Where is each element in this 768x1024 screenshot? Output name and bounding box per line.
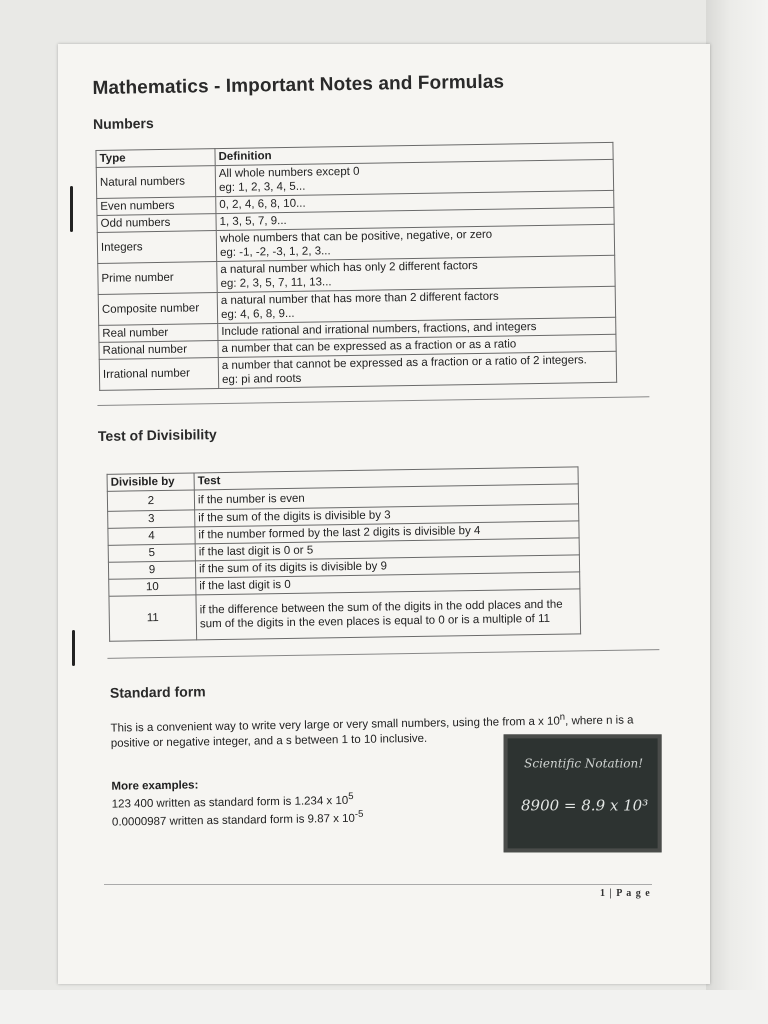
test-cell: if the sum of its digits is divisible by 9	[195, 555, 579, 578]
definition-line: eg: 2, 3, 5, 7, 11, 13...	[220, 276, 332, 291]
chalkboard-equation: 8900 = 8.9 x 10³	[520, 796, 649, 815]
definition-cell	[218, 351, 616, 388]
definition-line: eg: pi and roots	[221, 372, 302, 386]
margin-mark-bottom	[72, 630, 75, 666]
table-row	[109, 589, 581, 641]
divisibility-header-test: Test	[194, 467, 578, 490]
numbers-table	[95, 142, 617, 391]
type-cell: Real number	[99, 324, 218, 343]
divisibility-heading: Test of Divisibility	[97, 426, 217, 444]
type-cell: Prime number	[98, 262, 217, 295]
section-divider	[107, 649, 659, 659]
example-exponent: 5	[348, 790, 354, 802]
type-cell: Odd numbers	[97, 214, 216, 233]
numbers-header-definition: Definition	[215, 142, 613, 165]
page-number: 1 | P a g e	[600, 888, 651, 899]
test-cell: if the last digit is 0 or 5	[195, 538, 579, 561]
chalkboard-title: Scientific Notation!	[524, 756, 644, 771]
footer-divider	[104, 884, 652, 885]
definition-line: whole numbers that can be positive, negative, or zero	[219, 228, 493, 246]
example-text: 0.0000987 written as standard form is 9.87 x 10	[111, 812, 355, 829]
definition-line: eg: -1, -2, -3, 1, 2, 3...	[219, 245, 331, 260]
examples-block	[111, 756, 684, 830]
type-cell: Composite number	[98, 293, 217, 326]
divisor-cell: 10	[109, 578, 196, 596]
type-cell: Integers	[97, 231, 216, 264]
test-cell: if the number formed by the last 2 digits is divisible by 4	[195, 521, 579, 544]
definition-line: a number that can be expressed as a fraction or as a ratio	[221, 338, 517, 355]
test-cell: if the last digit is 0	[196, 572, 580, 595]
background-bottom	[0, 990, 768, 1024]
numbers-heading: Numbers	[92, 115, 154, 132]
page-title: Mathematics - Important Notes and Formulas	[92, 71, 505, 99]
definition-line: 0, 2, 4, 6, 8, 10...	[219, 197, 306, 212]
margin-mark-top	[70, 186, 73, 232]
type-cell: Even numbers	[97, 197, 216, 216]
type-cell: Irrational number	[99, 358, 218, 391]
numbers-header-type: Type	[96, 149, 215, 168]
divisor-cell: 9	[108, 561, 195, 579]
type-cell: Natural numbers	[96, 166, 215, 199]
definition-line: a number that cannot be expressed as a fraction or a ratio of 2 integers.	[221, 354, 587, 372]
divisibility-table	[107, 466, 582, 641]
definition-line: eg: 1, 2, 3, 4, 5...	[218, 180, 306, 195]
type-cell: Rational number	[99, 341, 218, 360]
definition-line: All whole numbers except 0	[218, 165, 360, 181]
intro-text: This is a convenient way to write very large or very small numbers, using the from a x 10	[110, 715, 560, 735]
divisor-cell: 2	[107, 490, 194, 511]
test-cell: if the difference between the sum of the digits in the odd places and the sum of the digits in the even places is equal to 0 or is a multiple of 11	[196, 589, 581, 640]
section-divider	[97, 396, 649, 406]
test-cell: if the number is even	[194, 484, 578, 510]
background-right	[706, 0, 768, 1024]
divisor-cell: 11	[109, 595, 197, 641]
scientific-notation-chalkboard-image	[504, 734, 662, 852]
definition-line: a natural number which has only 2 different factors	[220, 259, 478, 277]
definition-line: Include rational and irrational numbers, fractions, and integers	[221, 321, 537, 339]
intro-text-end: , where n is a positive or negative integer, and a s between 1 to 10 inclusive.	[110, 714, 634, 750]
document-content	[92, 49, 684, 829]
test-cell: if the sum of the digits is divisible by 3	[195, 504, 579, 527]
divisor-cell: 4	[108, 527, 195, 545]
divisor-cell: 3	[108, 510, 195, 528]
divisibility-header-by: Divisible by	[107, 473, 194, 491]
definition-line: eg: 4, 6, 8, 9...	[220, 307, 295, 322]
divisor-cell: 5	[108, 544, 195, 562]
intro-exponent: n	[559, 711, 566, 723]
definition-line: 1, 3, 5, 7, 9...	[219, 214, 287, 229]
standard-form-heading: Standard form	[109, 683, 206, 701]
example-exponent: -5	[354, 808, 364, 820]
definition-line: a natural number that has more than 2 different factors	[220, 290, 499, 308]
examples-title: More examples:	[111, 779, 199, 793]
example-text: 123 400 written as standard form is 1.234 x 10	[111, 794, 349, 811]
